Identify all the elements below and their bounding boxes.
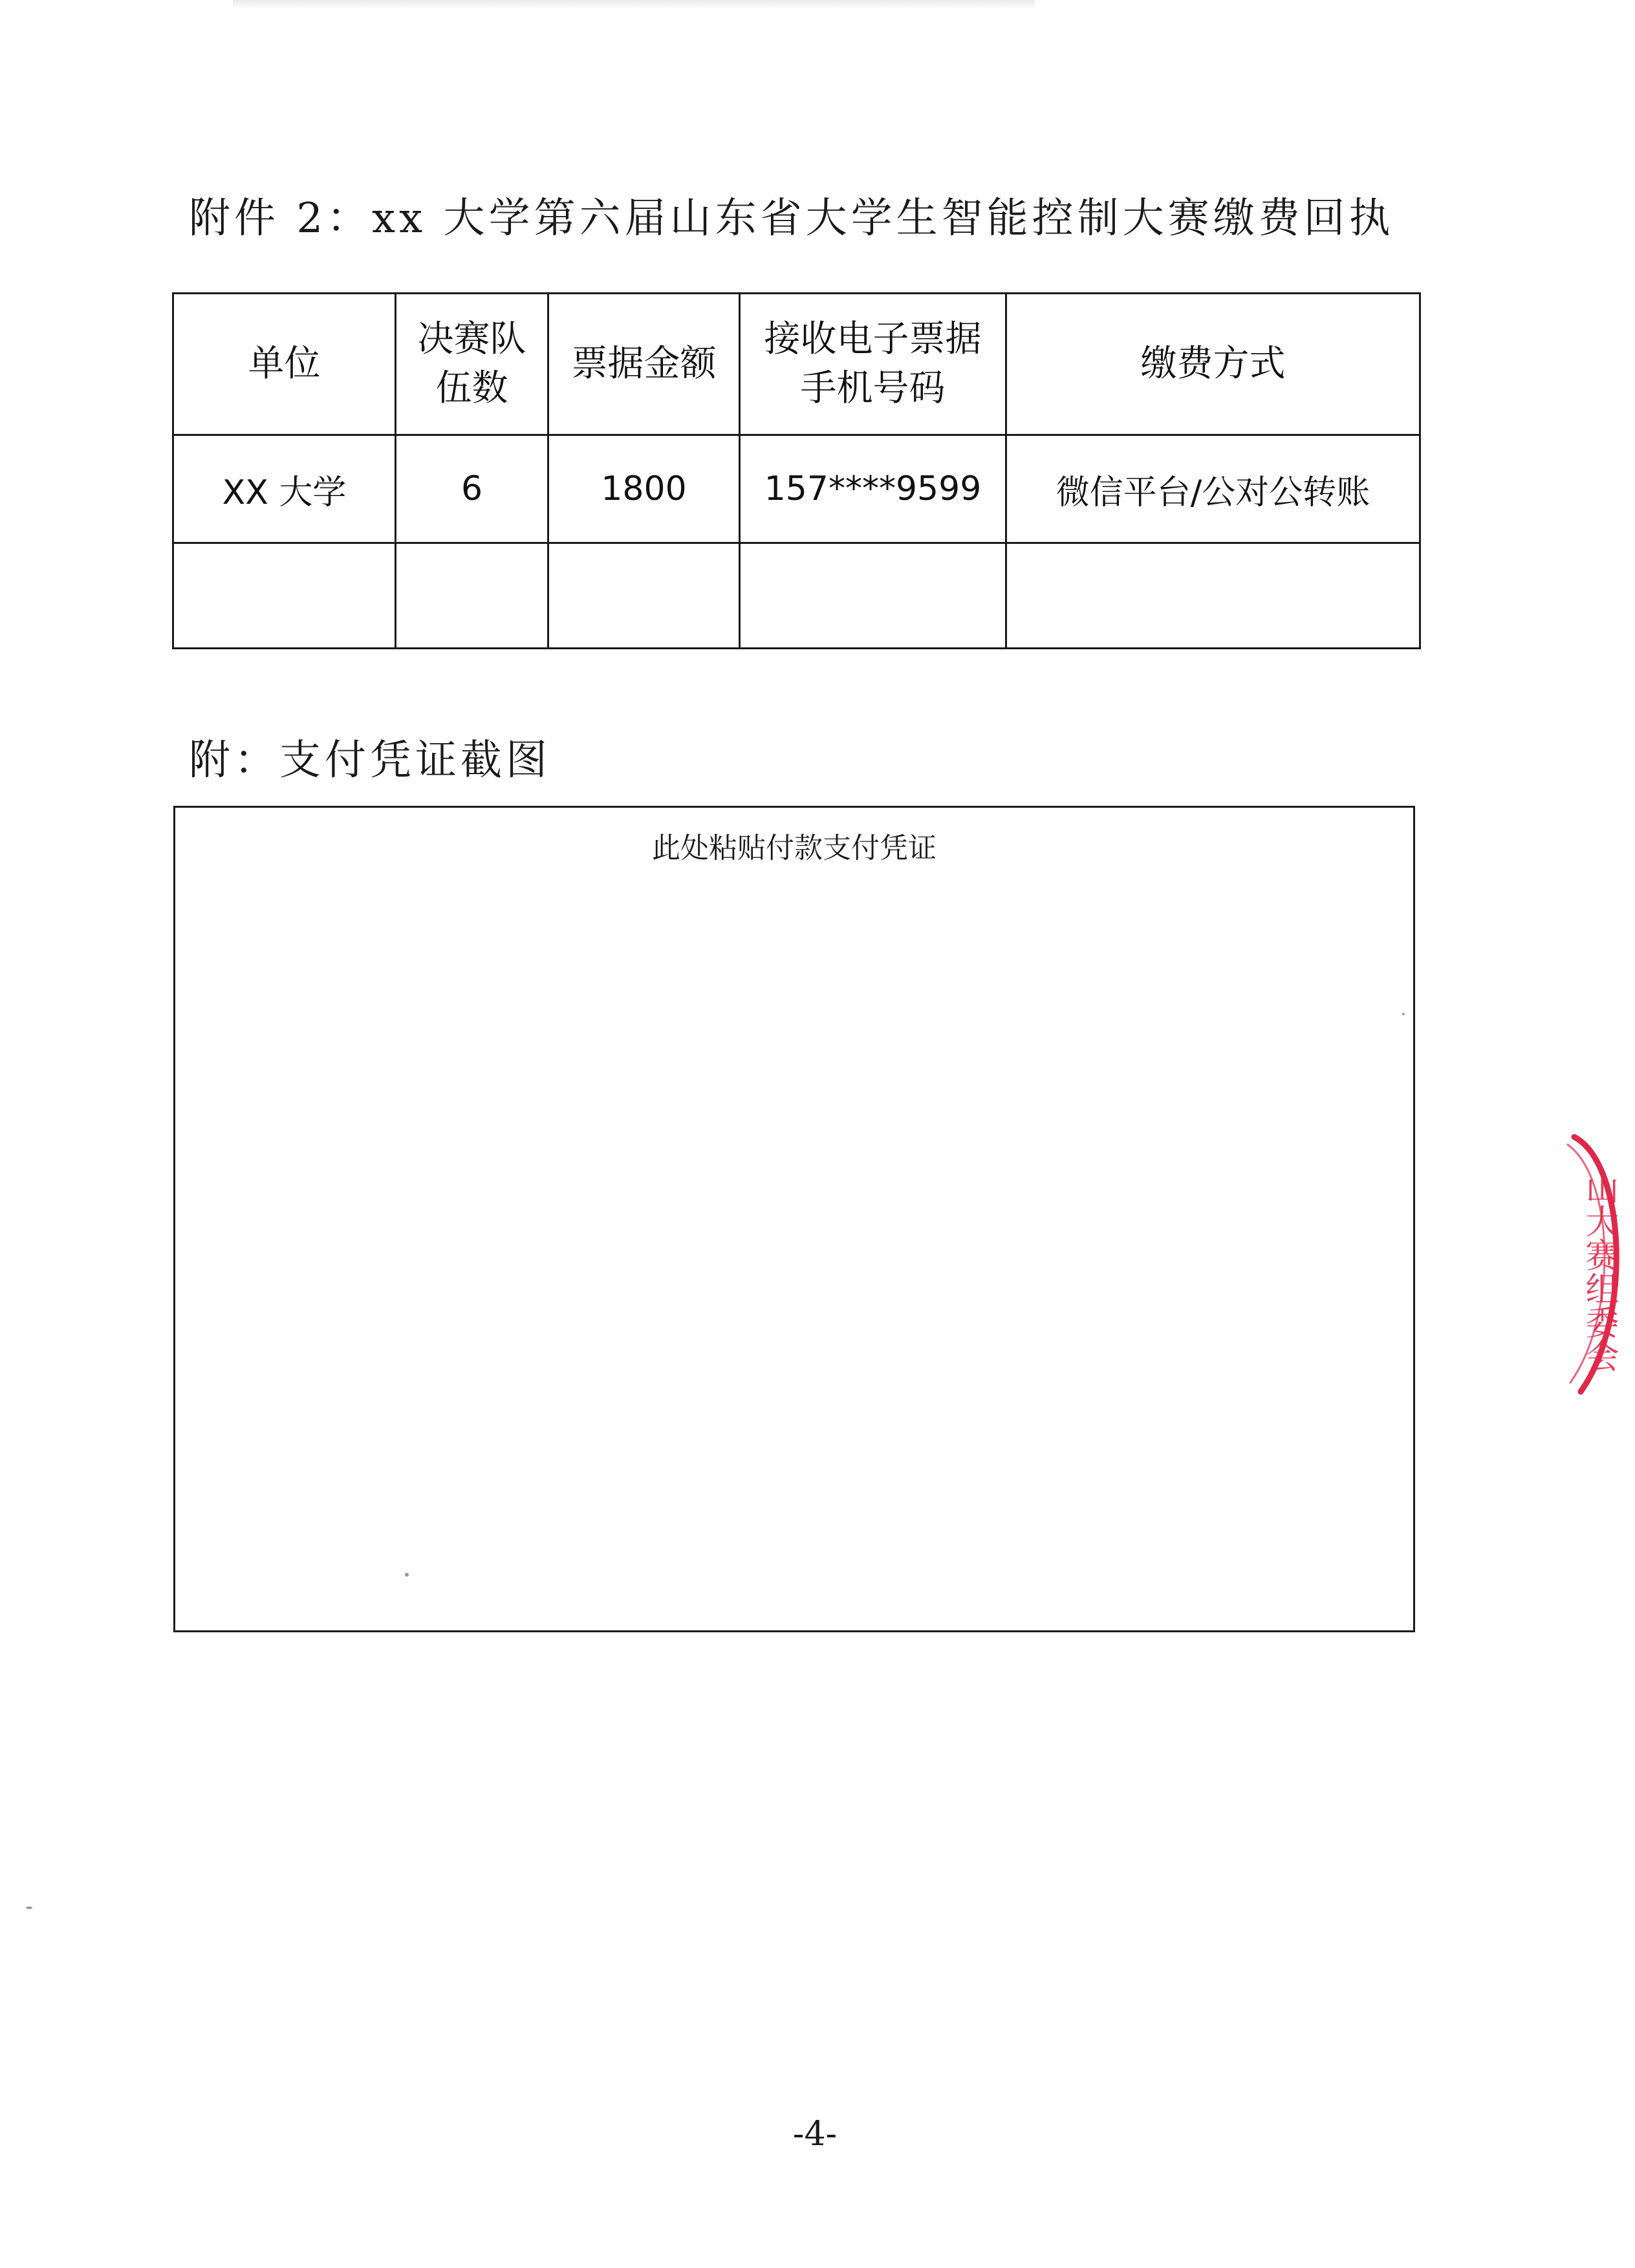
table-row-empty <box>173 543 1420 649</box>
document-title: 附件 2：xx 大学第六届山东省大学生智能控制大赛缴费回执 <box>189 195 1394 243</box>
header-unit <box>173 294 396 435</box>
payment-proof-paste-area <box>173 806 1415 1632</box>
cell-phone: 157****9599 <box>740 435 1006 543</box>
header-team-count <box>396 294 548 435</box>
page-number: -4- <box>792 2115 838 2154</box>
official-seal-stamp <box>1561 1125 1632 1403</box>
seal-text: 山大赛组委会 <box>1579 1171 1618 1372</box>
scan-edge-shadow <box>233 0 1035 9</box>
cell-unit: XX 大学 <box>173 435 396 543</box>
table-row <box>173 435 1420 543</box>
cell-unit-empty <box>173 543 396 649</box>
table-header-row <box>173 294 1420 435</box>
scan-speck <box>405 1573 409 1577</box>
attachment-label: 附：支付凭证截图 <box>189 737 551 784</box>
scan-speck <box>1402 1013 1405 1015</box>
cell-invoice-amount-empty <box>548 543 740 649</box>
header-payment-method-label: 缴费方式 <box>1140 343 1286 385</box>
header-invoice-amount-label: 票据金额 <box>571 343 717 385</box>
header-invoice-amount <box>548 294 740 435</box>
header-team-count-line1: 决赛队 <box>417 318 526 360</box>
header-phone-line1: 接收电子票据 <box>764 318 982 360</box>
cell-team-count: 6 <box>396 435 548 543</box>
cell-invoice-amount: 1800 <box>548 435 740 543</box>
cell-team-count-empty <box>396 543 548 649</box>
cell-phone-empty <box>740 543 1006 649</box>
header-phone <box>740 294 1006 435</box>
header-phone-line2: 手机号码 <box>800 367 946 409</box>
cell-payment-method: 微信平台/公对公转账 <box>1006 435 1420 543</box>
paste-hint-text: 此处粘贴付款支付凭证 <box>652 832 937 865</box>
payment-receipt-table <box>172 292 1421 649</box>
scan-speck <box>26 1906 32 1909</box>
cell-payment-method-empty <box>1006 543 1420 649</box>
header-team-count-line2: 伍数 <box>435 367 508 409</box>
header-unit-label: 单位 <box>248 343 321 385</box>
header-payment-method <box>1006 294 1420 435</box>
